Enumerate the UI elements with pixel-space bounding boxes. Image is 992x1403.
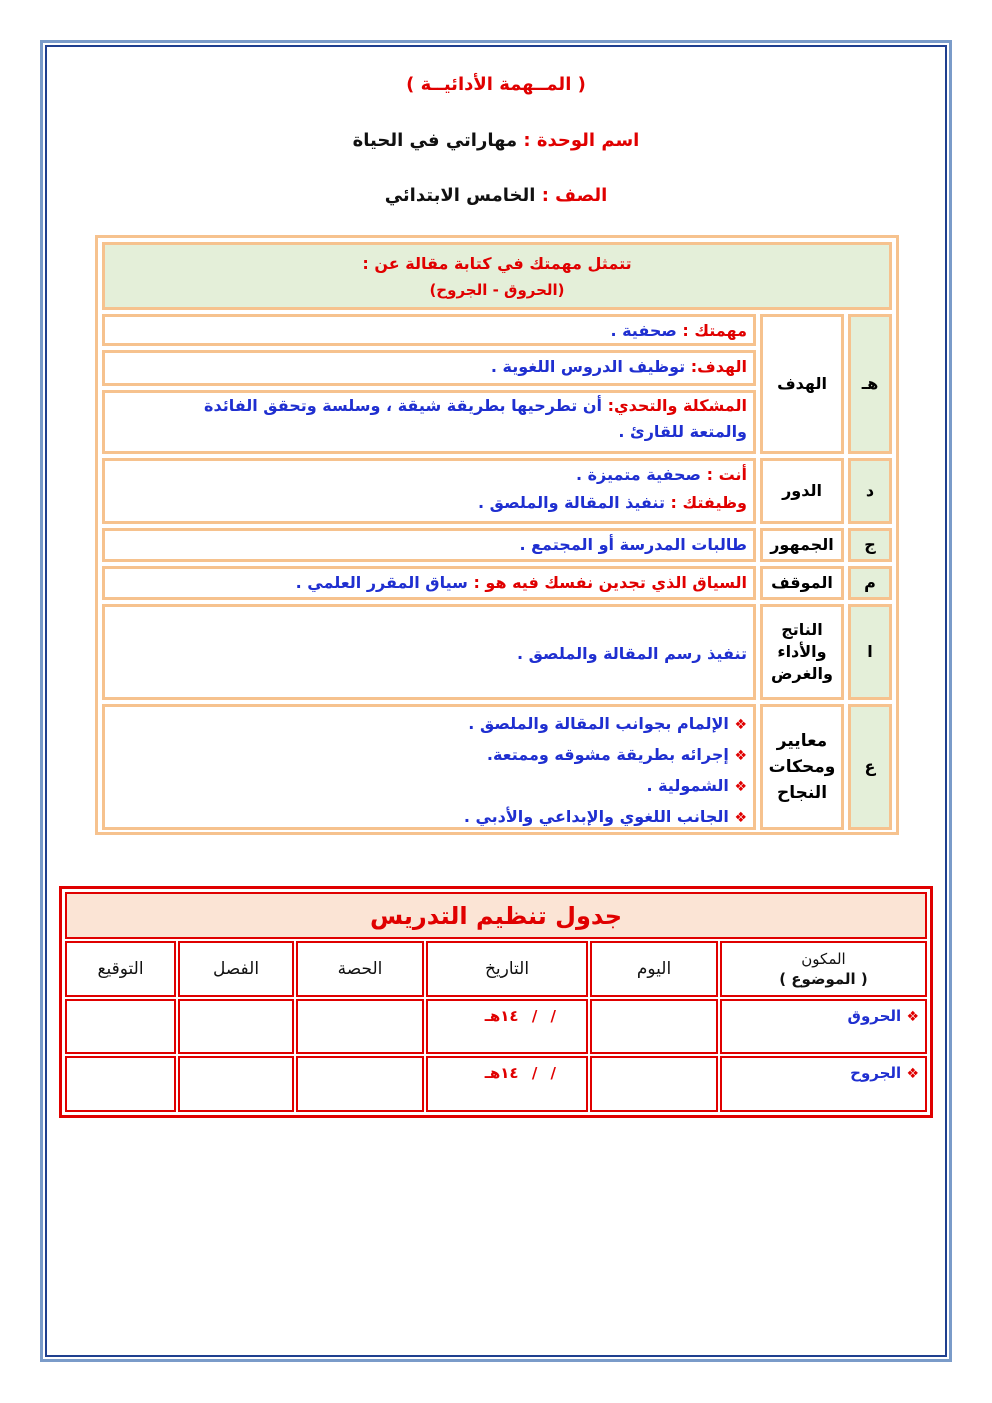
criteria-item: ❖ الشمولية . [646, 776, 747, 795]
grade-value: الخامس الابتدائي [384, 185, 536, 206]
situation-content [102, 566, 756, 600]
grade-label: الصف : [541, 185, 608, 206]
product-label-2: والأداء [777, 642, 827, 661]
challenge-label: المشكلة والتحدي: [607, 396, 747, 415]
you-value: صحفية متميزة . [575, 465, 702, 484]
product-label-3: والغرض [771, 664, 833, 683]
context-label: السياق الذي تجدين نفسك فيه هو : [473, 573, 747, 592]
mission-label: مهمتك : [682, 321, 747, 340]
bullet-icon: ❖ [906, 1009, 919, 1025]
table-row-topic: ❖ الجروح [720, 1056, 927, 1112]
table-cell-class[interactable] [178, 1056, 294, 1112]
col-header-day: اليوم [590, 941, 718, 997]
objective-value: توظيف الدروس اللغوية . [490, 357, 686, 376]
role-label: الدور [760, 458, 844, 524]
table-cell-signature[interactable] [65, 999, 176, 1054]
unit-value: مهاراتي في الحياة [352, 130, 518, 151]
criteria-item: ❖ الإلمام بجوانب المقالة والملصق . [468, 714, 747, 733]
criteria-letter: ع [848, 704, 892, 830]
challenge-value-2: والمتعة للقارئ . [618, 422, 747, 441]
bullet-icon: ❖ [734, 779, 747, 795]
table-row-topic: ❖ الحروق [720, 999, 927, 1054]
teaching-schedule-table [59, 886, 933, 1118]
table-cell-class[interactable] [178, 999, 294, 1054]
criteria-item: ❖ الجانب اللغوي والإبداعي والأدبي . [463, 807, 747, 826]
table-cell-day[interactable] [590, 999, 718, 1054]
product-label-1: الناتج [781, 620, 823, 639]
table-cell-period[interactable] [296, 1056, 424, 1112]
bullet-icon: ❖ [734, 717, 747, 733]
goal-mission [102, 314, 756, 346]
col-header-period: الحصة [296, 941, 424, 997]
goal-objective [102, 350, 756, 386]
component-label-2: ( الموضوع ) [779, 970, 868, 988]
bullet-icon: ❖ [906, 1066, 919, 1082]
col-header-signature: التوقيع [65, 941, 176, 997]
performance-task-table [95, 235, 899, 835]
product-label [760, 604, 844, 700]
job-label: وظيفتك : [670, 493, 747, 512]
criteria-label-2: ومحكات [768, 757, 836, 777]
product-letter: ا [848, 604, 892, 700]
job-value: تنفيذ المقالة والملصق . [478, 493, 665, 512]
audience-letter: ج [848, 528, 892, 562]
objective-label: الهدف: [690, 357, 747, 376]
role-letter: د [848, 458, 892, 524]
mission-value: صحفية . [610, 321, 677, 340]
criteria-label-3: النجاح [776, 783, 828, 803]
criteria-item: ❖ إجرائه بطريقة مشوقه وممتعة. [486, 745, 747, 764]
col-header-component [720, 941, 927, 997]
table-cell-signature[interactable] [65, 1056, 176, 1112]
table-cell-date[interactable]: / / ١٤هـ [426, 999, 588, 1054]
challenge-value-1: أن تطرحيها بطريقة شيقة ، وسلسة وتحقق الفائدة [204, 396, 602, 415]
task-intro [102, 242, 892, 310]
table-cell-date[interactable]: / / ١٤هـ [426, 1056, 588, 1112]
grade-line [0, 185, 992, 206]
goal-label: الهدف [760, 314, 844, 454]
page-title: ( المــهمة الأدائيــة ) [406, 74, 586, 95]
col-header-class: الفصل [178, 941, 294, 997]
situation-label: الموقف [760, 566, 844, 600]
goal-challenge [102, 390, 756, 454]
role-content [102, 458, 756, 524]
product-value: تنفيذ رسم المقالة والملصق . [102, 604, 756, 700]
bullet-icon: ❖ [734, 810, 747, 826]
schedule-title: جدول تنظيم التدريس [65, 892, 927, 939]
criteria-label-1: معايير [776, 731, 828, 751]
unit-label: اسم الوحدة : [523, 130, 640, 151]
audience-value: طالبات المدرسة أو المجتمع . [102, 528, 756, 562]
task-intro-line2: (الحروق - الجروح) [429, 281, 565, 299]
you-label: أنت : [706, 465, 747, 484]
task-intro-line1: تتمثل مهمتك في كتابة مقالة عن : [362, 254, 632, 273]
context-value: سياق المقرر العلمي . [295, 573, 468, 592]
criteria-label [760, 704, 844, 830]
situation-letter: م [848, 566, 892, 600]
table-cell-period[interactable] [296, 999, 424, 1054]
criteria-list [102, 704, 756, 830]
bullet-icon: ❖ [734, 748, 747, 764]
audience-label: الجمهور [760, 528, 844, 562]
component-label-1: المكون [801, 950, 846, 968]
unit-line [0, 130, 992, 151]
table-cell-day[interactable] [590, 1056, 718, 1112]
goal-letter: هـ [848, 314, 892, 454]
col-header-date: التاريخ [426, 941, 588, 997]
